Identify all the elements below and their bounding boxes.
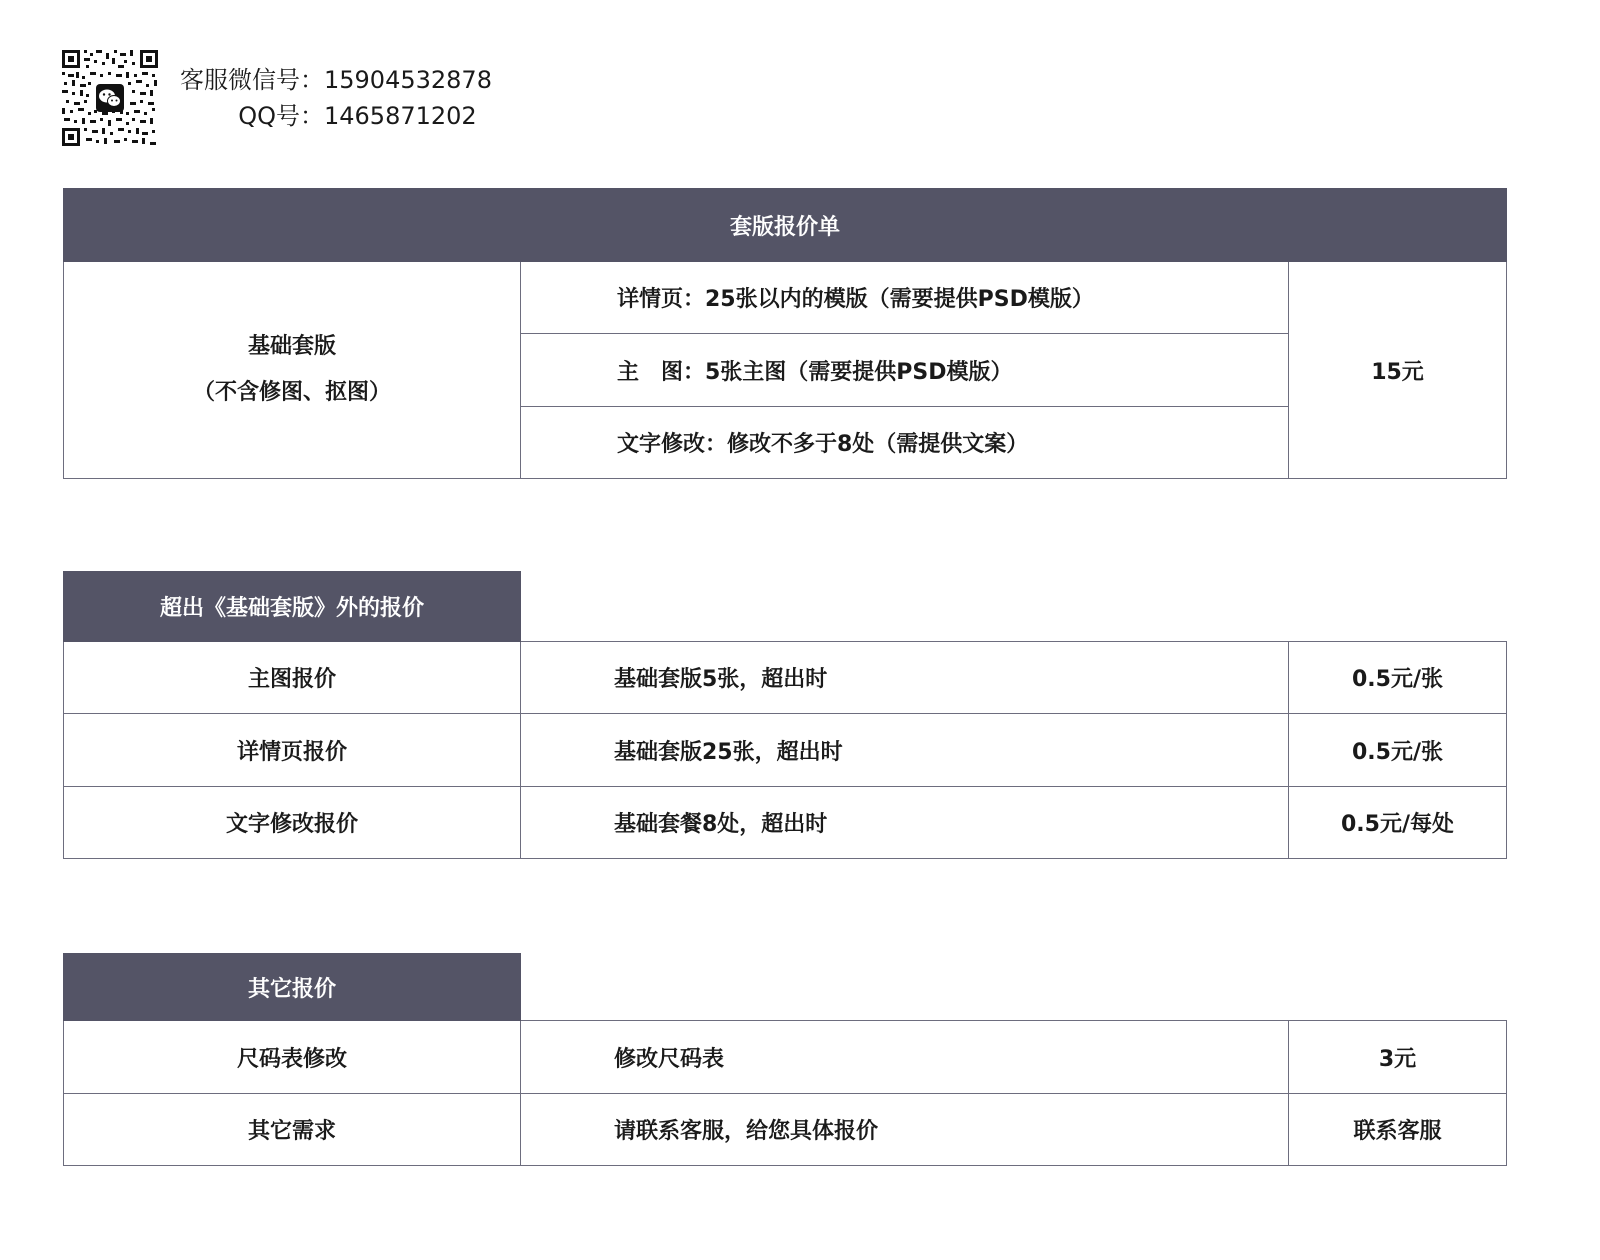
row-price: 0.5元/每处	[1289, 787, 1507, 859]
other-price-table	[63, 953, 1507, 1166]
table-row	[64, 1021, 1507, 1094]
row-desc: 基础套餐8处，超出时	[521, 787, 1289, 859]
package-price: 15元	[1289, 262, 1507, 479]
wechat-label: 客服微信号：	[180, 66, 324, 94]
package-name: 基础套版	[247, 334, 336, 359]
table-row	[64, 787, 1507, 859]
row-desc: 请联系客服，给您具体报价	[521, 1094, 1289, 1166]
package-item: 主 图：5张主图（需要提供PSD模版）	[521, 334, 1289, 407]
table-title: 套版报价单	[64, 189, 1507, 262]
row-price: 联系客服	[1289, 1094, 1507, 1166]
extra-price-table	[63, 571, 1507, 859]
row-desc: 基础套版5张，超出时	[521, 642, 1289, 714]
qq-label: QQ号：	[238, 102, 324, 130]
row-desc: 修改尺码表	[521, 1021, 1289, 1094]
row-price: 0.5元/张	[1289, 714, 1507, 787]
row-price: 0.5元/张	[1289, 642, 1507, 714]
wechat-qr-code	[62, 50, 158, 146]
wechat-value: 15904532878	[324, 66, 492, 94]
qq-line	[178, 98, 492, 134]
row-name: 文字修改报价	[64, 787, 521, 859]
table-row	[64, 642, 1507, 714]
row-desc: 基础套版25张，超出时	[521, 714, 1289, 787]
row-name: 其它需求	[64, 1094, 521, 1166]
table-title: 其它报价	[64, 954, 521, 1021]
contact-info	[178, 62, 492, 134]
wechat-line	[178, 62, 492, 98]
qq-value: 1465871202	[324, 102, 477, 130]
row-name: 详情页报价	[64, 714, 521, 787]
row-price: 3元	[1289, 1021, 1507, 1094]
row-name: 主图报价	[64, 642, 521, 714]
table-row	[64, 1094, 1507, 1166]
package-name-cell	[64, 262, 521, 479]
package-item: 文字修改：修改不多于8处（需提供文案）	[521, 407, 1289, 479]
table-title: 超出《基础套版》外的报价	[64, 572, 521, 642]
table-row	[64, 714, 1507, 787]
package-item: 详情页：25张以内的模版（需要提供PSD模版）	[521, 262, 1289, 334]
row-name: 尺码表修改	[64, 1021, 521, 1094]
base-package-table	[63, 188, 1507, 479]
package-note: （不含修图、抠图）	[192, 380, 391, 405]
